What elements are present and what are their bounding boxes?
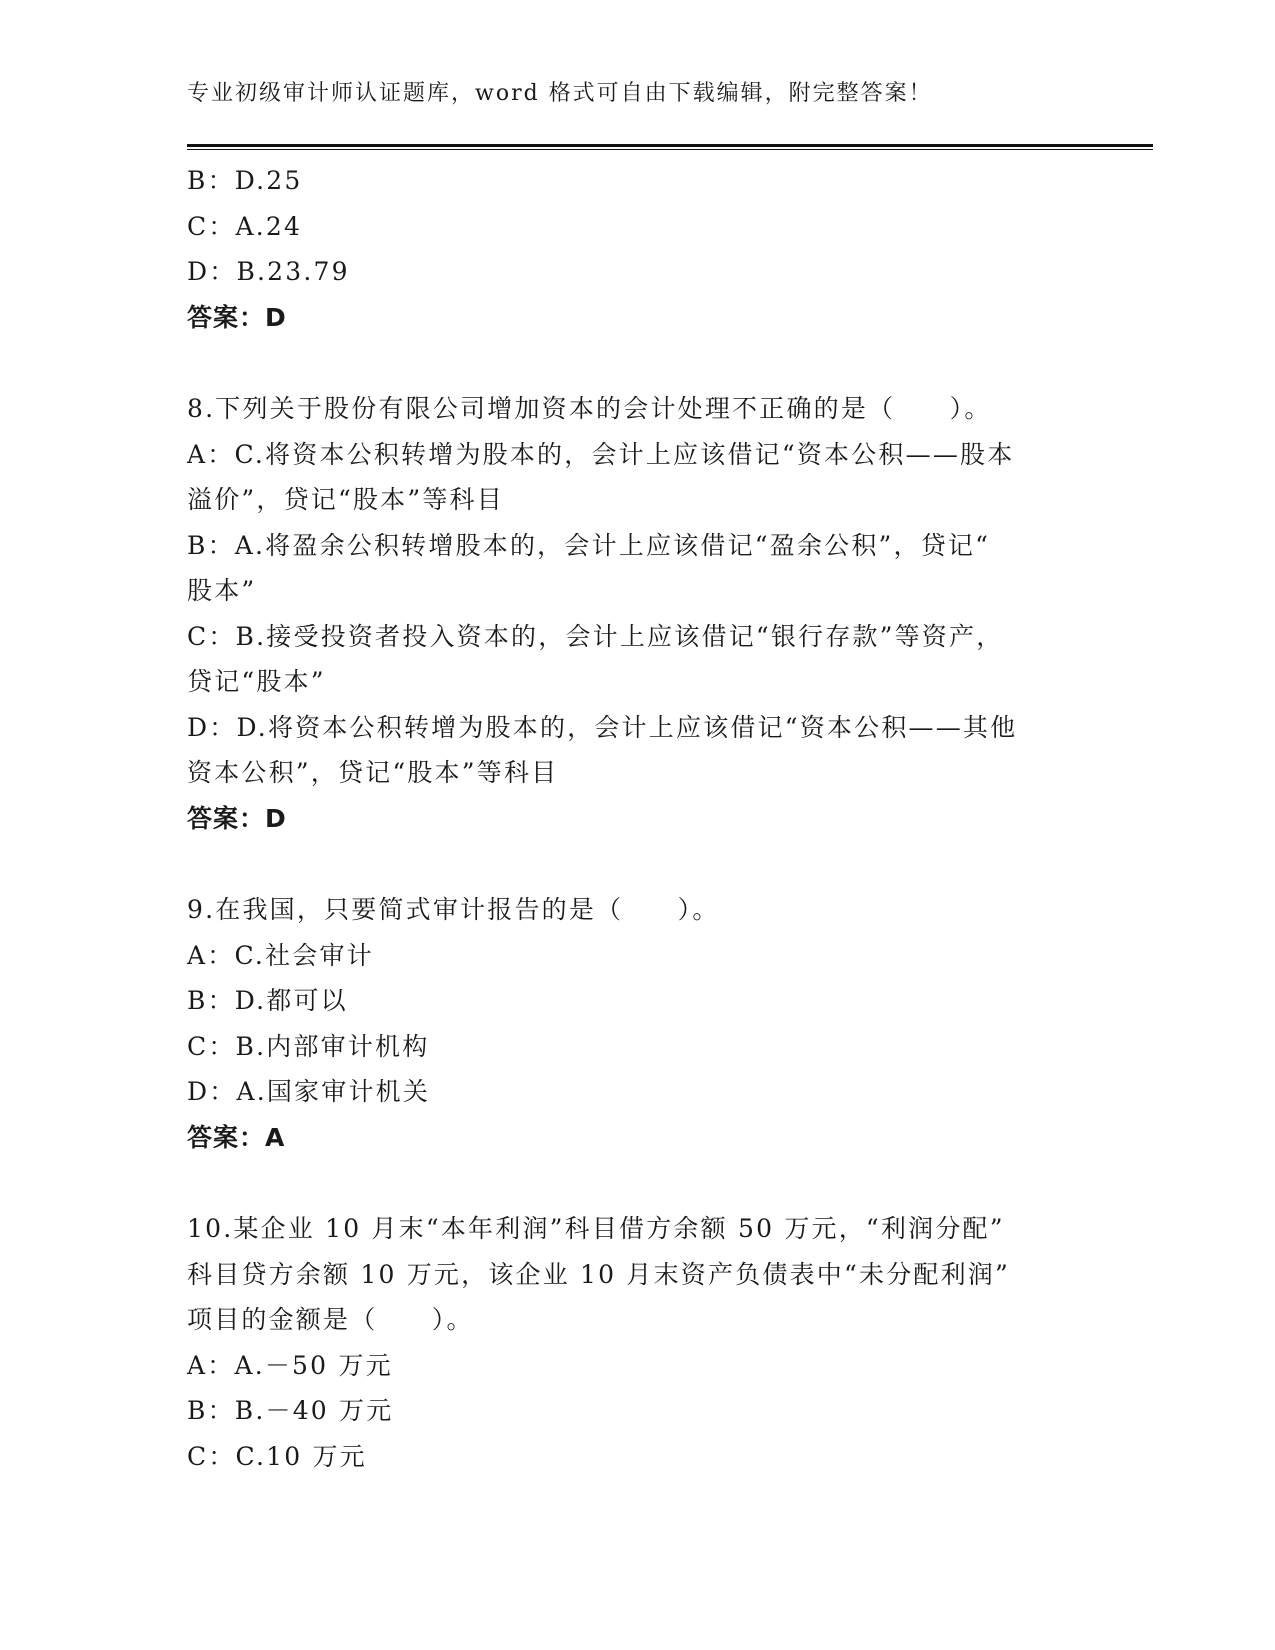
question-stem-line-1: 10.某企业 10 月末“本年利润”科目借方余额 50 万元，“利润分配” — [187, 1214, 1005, 1243]
option-c: C：C.10 万元 — [187, 1441, 367, 1471]
question-content — [187, 158, 1087, 1479]
header-divider — [187, 144, 1153, 150]
answer-label: 答案：D — [187, 302, 287, 332]
spacer — [187, 340, 1087, 386]
question-8 — [187, 386, 1087, 841]
option-a-line-1: A：C.将资本公积转增为股本的，会计上应该借记“资本公积——股本 — [187, 439, 1015, 469]
question-stem: 9.在我国，只要简式审计报告的是（ ）。 — [187, 895, 720, 924]
option-a-line-2: 溢价”，贷记“股本”等科目 — [187, 485, 504, 514]
option-c: C：A.24 — [187, 211, 303, 241]
question-stem-line-2: 科目贷方余额 10 万元，该企业 10 月末资产负债表中“未分配利润” — [187, 1259, 1010, 1289]
spacer — [187, 1160, 1087, 1206]
question-stem-line-3: 项目的金额是（ ）。 — [187, 1305, 474, 1334]
question-7-tail — [187, 158, 1087, 340]
answer-label: 答案：A — [187, 1122, 286, 1152]
option-c-line-2: 贷记“股本” — [187, 667, 326, 696]
option-c-line-1: C：B.接受投资者投入资本的，会计上应该借记“银行存款”等资产， — [187, 621, 1004, 651]
header-divider-thin — [187, 149, 1153, 150]
option-d-line-1: D：D.将资本公积转增为股本的，会计上应该借记“资本公积——其他 — [187, 712, 1018, 742]
option-b: B：B.－40 万元 — [187, 1396, 394, 1425]
option-b-line-2: 股本” — [187, 576, 257, 605]
option-a: A：C.社会审计 — [187, 940, 374, 970]
option-d-line-2: 资本公积”，贷记“股本”等科目 — [187, 758, 559, 787]
option-d: D：A.国家审计机关 — [187, 1077, 431, 1106]
question-10 — [187, 1206, 1087, 1479]
option-b: B：D.25 — [187, 166, 303, 195]
answer-label: 答案：D — [187, 803, 287, 833]
option-b-line-1: B：A.将盈余公积转增股本的，会计上应该借记“盈余公积”，贷记“ — [187, 530, 991, 560]
header-divider-thick — [187, 144, 1153, 147]
page-header: 专业初级审计师认证题库，word 格式可自由下载编辑，附完整答案！ — [187, 81, 933, 106]
option-c: C：B.内部审计机构 — [187, 1031, 430, 1061]
spacer — [187, 841, 1087, 887]
option-b: B：D.都可以 — [187, 986, 348, 1015]
question-9 — [187, 887, 1087, 1160]
option-d: D：B.23.79 — [187, 257, 350, 286]
option-a: A：A.－50 万元 — [187, 1350, 393, 1380]
question-stem: 8.下列关于股份有限公司增加资本的会计处理不正确的是（ ）。 — [187, 394, 992, 423]
